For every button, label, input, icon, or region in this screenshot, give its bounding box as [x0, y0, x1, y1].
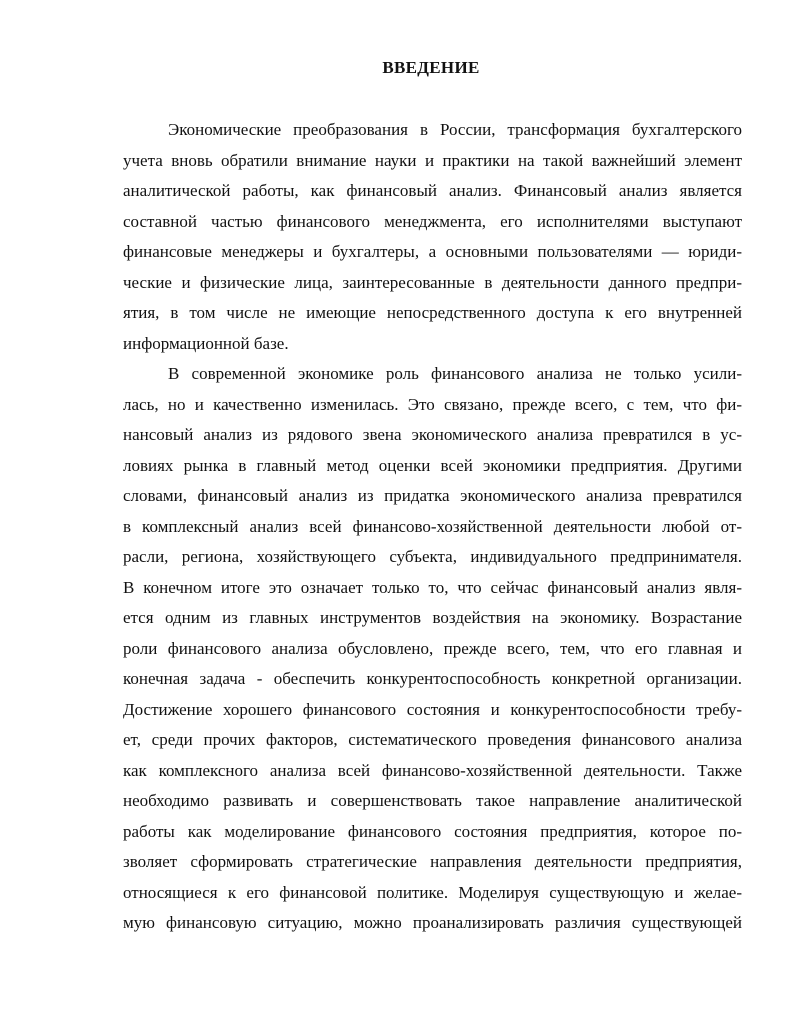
paragraph-2	[123, 359, 742, 939]
text-line: лась, но и качественно изменилась. Это связано, прежде всего, с тем, что фи-	[123, 394, 742, 414]
text-line: В конечном итоге это означает только то, что сейчас финансовый анализ явля-	[123, 577, 742, 597]
text-line: расли, региона, хозяйствующего субъекта, индивидуального предпринимателя.	[123, 547, 742, 566]
text-line: информационной базе.	[123, 333, 289, 353]
paragraph-1	[123, 115, 742, 359]
text-line: в комплексный анализ всей финансово-хозяйственной деятельности любой от-	[123, 516, 742, 536]
text-line: Достижение хорошего финансового состояния и конкурентоспособности требу-	[123, 699, 742, 719]
text-line: ятия, в том числе не имеющие непосредственного доступа к его внутренней	[123, 303, 742, 322]
text-line: конечная задача - обеспечить конкурентоспособность конкретной организации.	[123, 669, 742, 688]
text-line: учета вновь обратили внимание науки и практики на такой важнейший элемент	[123, 150, 742, 170]
text-line: ческие и физические лица, заинтересованные в деятельности данного предпри-	[123, 272, 742, 292]
text-line: В современной экономике роль финансового анализа не только усили-	[168, 364, 742, 383]
document-body	[123, 115, 742, 939]
text-line: зволяет сформировать стратегические направления деятельности предприятия,	[123, 852, 742, 871]
document-title: ВВЕДЕНИЕ	[382, 58, 480, 77]
text-line: словами, финансовый анализ из придатка экономического анализа превратился	[123, 486, 742, 505]
text-line: составной частью финансового менеджмента, его исполнителями выступают	[123, 211, 742, 231]
text-line: Экономические преобразования в России, трансформация бухгалтерского	[168, 120, 742, 139]
text-line: аналитической работы, как финансовый анализ. Финансовый анализ является	[123, 181, 742, 200]
text-line: роли финансового анализа обусловлено, прежде всего, тем, что его главная и	[123, 638, 742, 658]
text-line: финансовые менеджеры и бухгалтеры, а основными пользователями — юриди-	[123, 242, 742, 261]
text-line: мую финансовую ситуацию, можно проанализировать различия существующей	[123, 913, 742, 932]
text-line: нансовый анализ из рядового звена экономического анализа превратился в ус-	[123, 425, 742, 444]
text-line: относящиеся к его финансовой политике. Моделируя существующую и желае-	[123, 882, 742, 902]
text-line: ет, среди прочих факторов, систематического проведения финансового анализа	[123, 730, 742, 749]
text-line: необходимо развивать и совершенствовать такое направление аналитической	[123, 791, 742, 810]
text-line: работы как моделирование финансового состояния предприятия, которое по-	[123, 821, 742, 841]
text-line: ловиях рынка в главный метод оценки всей экономики предприятия. Другими	[123, 455, 742, 475]
text-line: ется одним из главных инструментов воздействия на экономику. Возрастание	[123, 608, 742, 627]
text-line: как комплексного анализа всей финансово-хозяйственной деятельности. Также	[123, 760, 742, 780]
